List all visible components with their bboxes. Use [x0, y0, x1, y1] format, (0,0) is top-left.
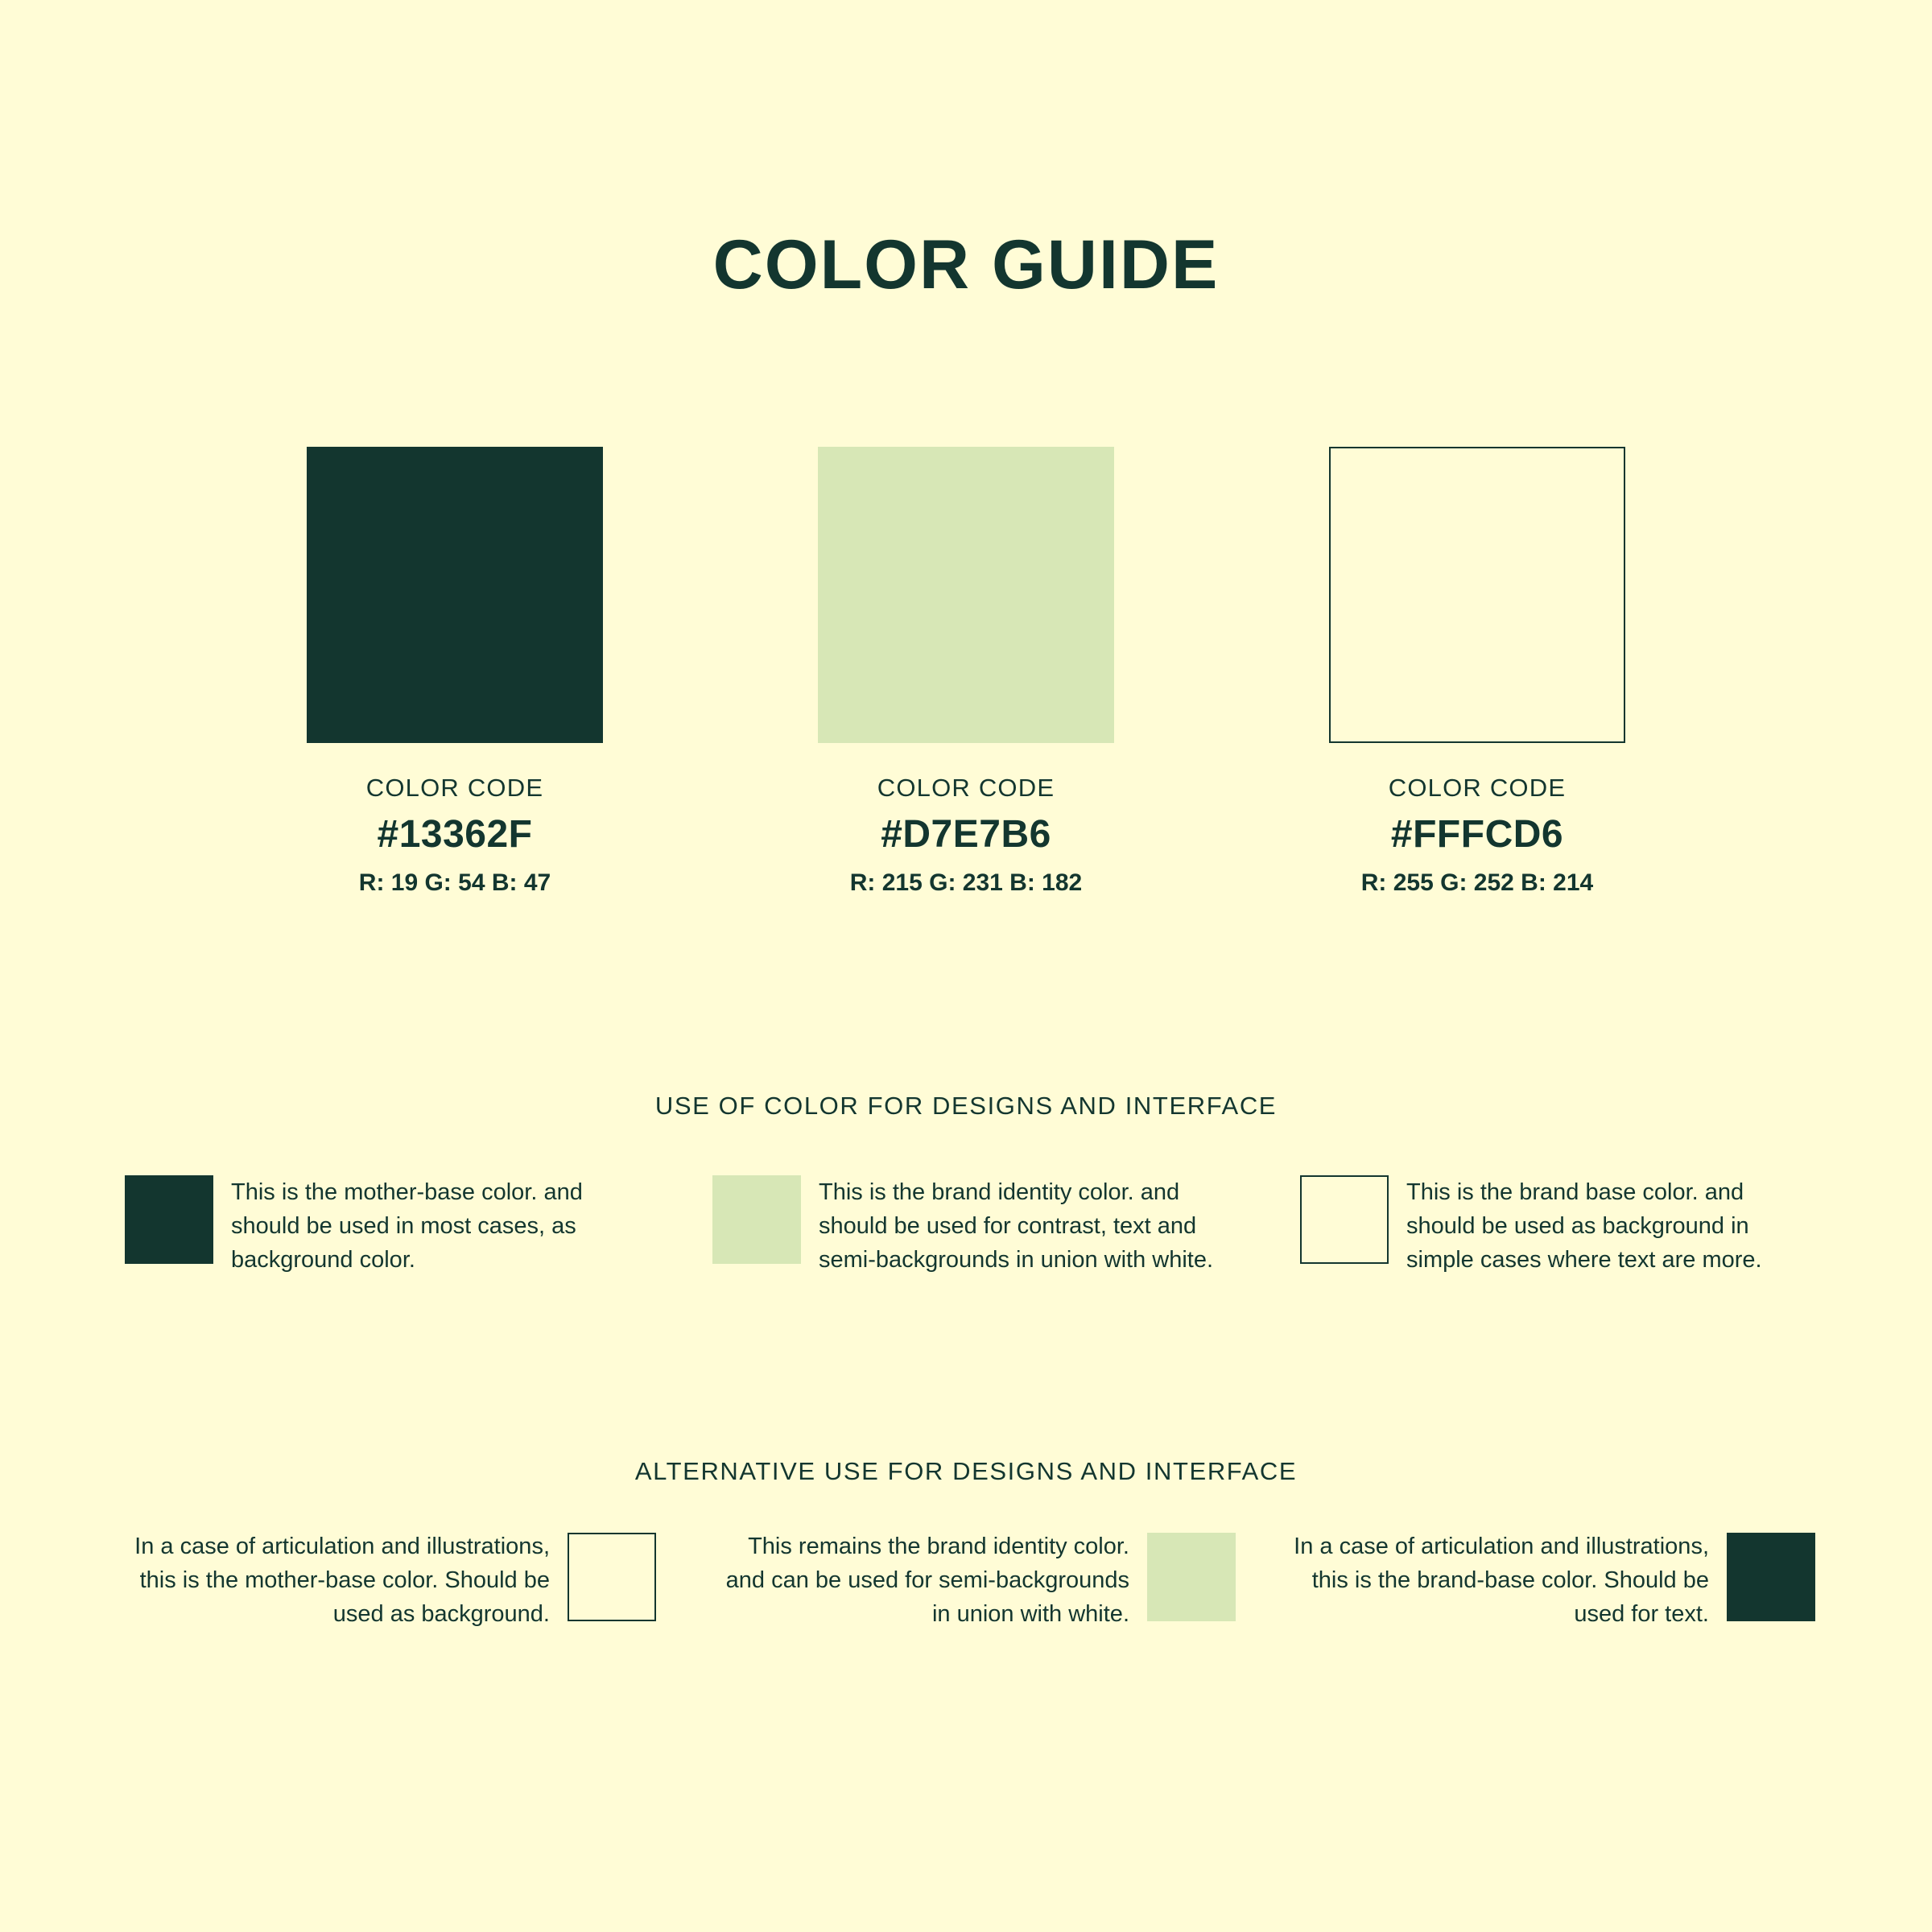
swatch-rgb-2: R: 215 G: 231 B: 182 — [849, 869, 1083, 896]
usage-section-heading: USE OF COLOR FOR DESIGNS AND INTERFACE — [654, 1092, 1278, 1120]
usage-item-1 — [125, 1175, 640, 1277]
usage-text-1: This is the mother-base color. and should be used in most cases, as background color. — [231, 1179, 583, 1274]
swatch-rgb-1: R: 19 G: 54 B: 47 — [358, 869, 551, 896]
alternative-section-heading: ALTERNATIVE USE FOR DESIGNS AND INTERFACE — [634, 1457, 1298, 1485]
swatch-label-1: COLOR CODE — [365, 774, 544, 802]
swatch-card-2 — [817, 447, 1115, 897]
alternative-text-2: This remains the brand identity color. and can be used for semi-backgrounds in union with white. — [725, 1534, 1129, 1628]
usage-row — [125, 1175, 1815, 1277]
usage-item-3 — [1300, 1175, 1815, 1277]
alternative-chip-secondary — [1147, 1533, 1236, 1621]
alternative-item-2 — [704, 1530, 1236, 1631]
swatch-hex-1: #13362F — [377, 813, 533, 856]
alternative-row — [125, 1530, 1815, 1631]
alternative-item-1 — [125, 1530, 656, 1631]
alternative-text-1: In a case of articulation and illustrations, this is the mother-base color. Should be used as background. — [134, 1534, 550, 1628]
swatch-box-secondary — [818, 447, 1114, 743]
usage-text-3: This is the brand base color. and should be used as background in simple cases where text are more. — [1406, 1179, 1762, 1274]
swatch-card-3 — [1328, 447, 1626, 897]
usage-text-2: This is the brand identity color. and should be used for contrast, text and semi-backgrounds in union with white. — [819, 1179, 1214, 1274]
swatch-hex-3: #FFFCD6 — [1390, 813, 1564, 856]
swatch-label-2: COLOR CODE — [877, 774, 1055, 802]
swatch-row — [306, 447, 1626, 897]
swatch-label-3: COLOR CODE — [1388, 774, 1567, 802]
swatch-card-1 — [306, 447, 604, 897]
alternative-text-3: In a case of articulation and illustrations, this is the brand-base color. Should be used for text. — [1294, 1534, 1709, 1628]
swatch-hex-2: #D7E7B6 — [881, 813, 1051, 856]
swatch-box-primary — [307, 447, 603, 743]
usage-chip-secondary — [712, 1175, 801, 1264]
usage-chip-base — [1300, 1175, 1389, 1264]
alternative-item-3 — [1284, 1530, 1815, 1631]
page-title: COLOR GUIDE — [712, 226, 1220, 303]
swatch-rgb-3: R: 255 G: 252 B: 214 — [1360, 869, 1594, 896]
usage-item-2 — [712, 1175, 1228, 1277]
alternative-chip-primary — [1727, 1533, 1815, 1621]
usage-chip-primary — [125, 1175, 213, 1264]
swatch-box-base — [1329, 447, 1625, 743]
alternative-chip-base — [568, 1533, 656, 1621]
